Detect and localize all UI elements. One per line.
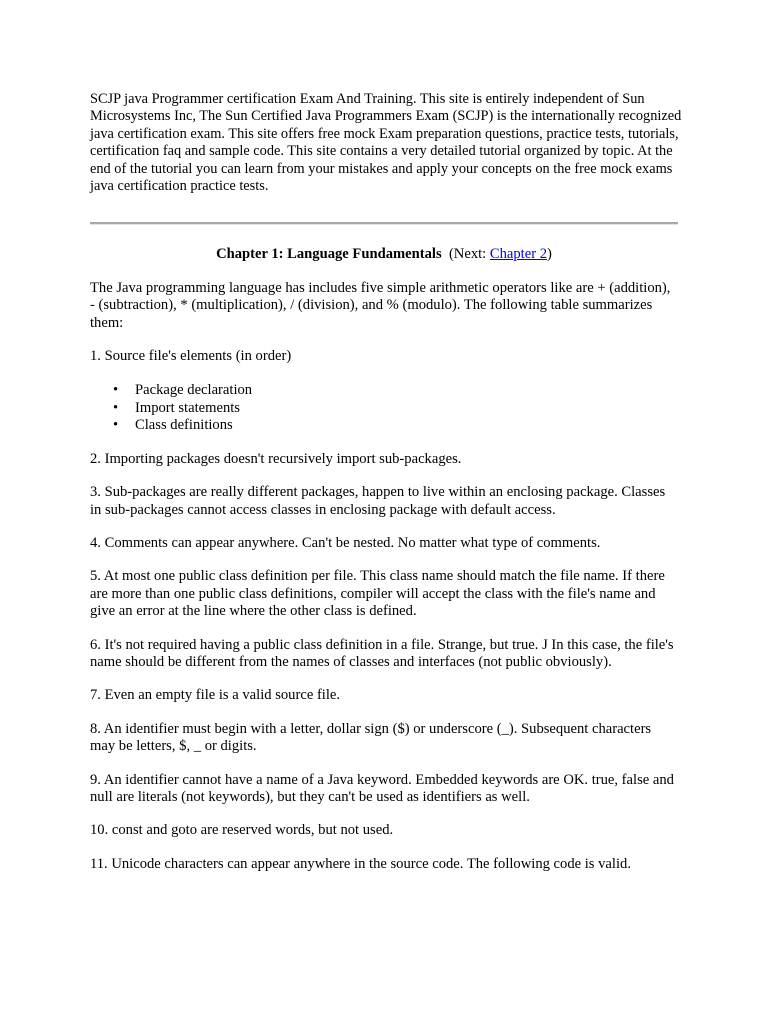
point-10: 10. const and goto are reserved words, but not used. [90, 822, 394, 839]
bullet-icon: • [113, 382, 119, 399]
list-item-label: Import statements [135, 399, 240, 416]
point-4: 4. Comments can appear anywhere. Can't be nested. No matter what type of comments. [90, 534, 601, 551]
intro-paragraph: SCJP java Programmer certification Exam And Training. This site is entirely independent of Sun Microsystems Inc, The Sun Certified Java Programmers Exam (SCJP) is the internationally recognized java certification exam. This site offers free mock Exam preparation questions, practice tests, tutorials, certification faq and sample code. This site contains a very detailed tutorial organized by topic. At the end of the tutorial you can learn from your mistakes and apply your concepts on the free mock exams java certification practice tests. [90, 91, 682, 195]
next-chapter-link[interactable]: Chapter 2 [489, 246, 548, 263]
list-item-label: Package declaration [135, 382, 253, 399]
list-item [113, 399, 690, 417]
point-11: 11. Unicode characters can appear anywhere in the source code. The following code is valid. [90, 855, 631, 872]
list-item [113, 417, 690, 434]
chapter-title: Chapter 1: Language Fundamentals [216, 246, 442, 263]
point-2: 2. Importing packages doesn't recursively import sub-packages. [90, 450, 462, 467]
chapter-heading [90, 246, 678, 263]
bullet-icon: • [113, 399, 119, 416]
document-page [90, 91, 690, 873]
point-6: 6. It's not required having a public class definition in a file. Strange, but true. J In this case, the file's name should be different from the names of classes and interfaces (not public obviously). [90, 636, 674, 670]
list-item [113, 382, 690, 399]
point-1: 1. Source file's elements (in order) [90, 348, 292, 365]
next-suffix: ) [547, 246, 552, 263]
point-3: 3. Sub-packages are really different packages, happen to live within an enclosing package. Classes in sub-packages cannot access classes in enclosing package with default access. [90, 484, 666, 518]
next-prefix: (Next: [448, 246, 490, 263]
horizontal-rule [90, 222, 678, 225]
point-5: 5. At most one public class definition per file. This class name should match the file name. If there are more than one public class definitions, compiler will accept the class with the file's name and give an error at the line where the other class is defined. [90, 568, 665, 620]
lead-paragraph: The Java programming language has includes five simple arithmetic operators like are + (addition), - (subtraction), * (multiplication), / (division), and % (modulo). The following table summarizes them: [90, 279, 671, 331]
list-item-label: Class definitions [135, 417, 233, 434]
source-elements-list [90, 382, 690, 434]
point-9: 9. An identifier cannot have a name of a Java keyword. Embedded keywords are OK. true, false and null are literals (not keywords), but they can't be used as identifiers as well. [90, 771, 674, 805]
point-8: 8. An identifier must begin with a letter, dollar sign ($) or underscore (_). Subsequent characters may be letters, $, _ or digits. [90, 720, 652, 755]
point-7: 7. Even an empty file is a valid source file. [90, 687, 341, 704]
bullet-icon: • [113, 417, 119, 434]
